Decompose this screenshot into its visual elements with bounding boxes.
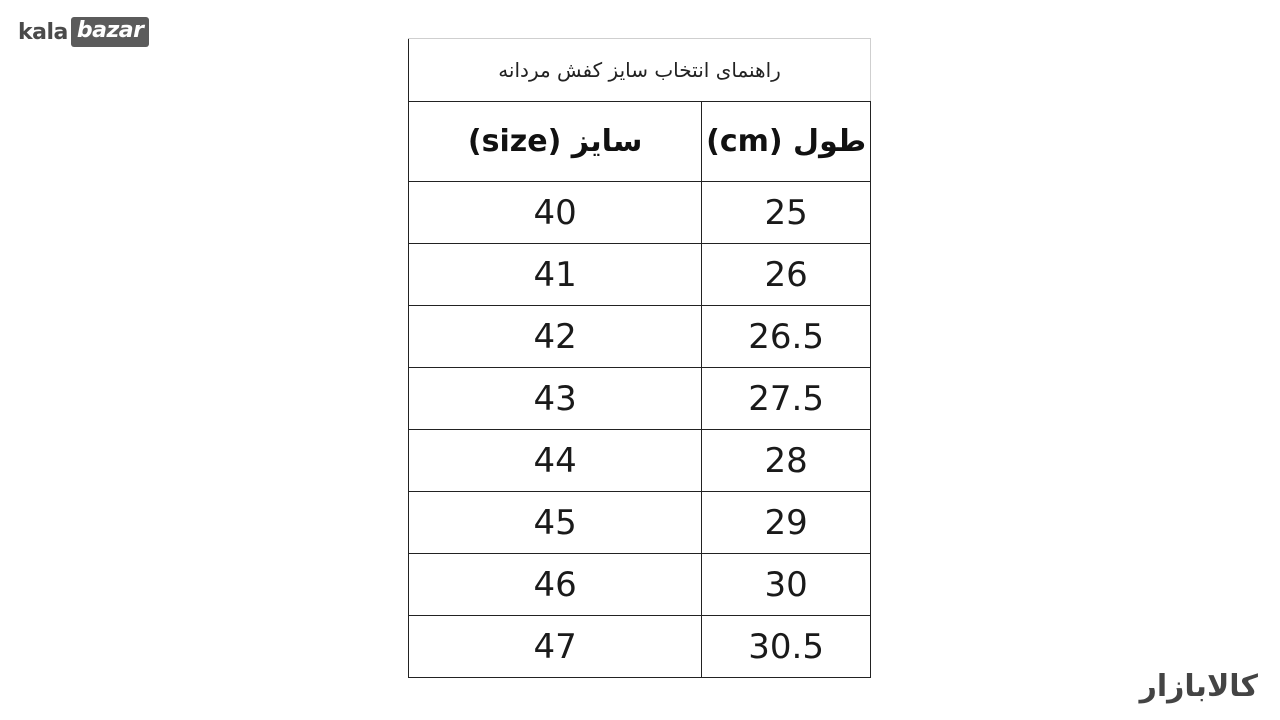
header-length: طول (cm) bbox=[702, 102, 871, 182]
header-size: سایز (size) bbox=[409, 102, 702, 182]
table-header-row bbox=[409, 102, 871, 182]
brand-logo-part2: bazar bbox=[71, 17, 150, 47]
length-cell: 27.5 bbox=[702, 368, 871, 430]
size-cell: 47 bbox=[409, 616, 702, 678]
table-row bbox=[409, 616, 871, 678]
size-cell: 42 bbox=[409, 306, 702, 368]
shoe-size-table bbox=[408, 38, 871, 678]
size-cell: 43 bbox=[409, 368, 702, 430]
size-cell: 45 bbox=[409, 492, 702, 554]
table-row bbox=[409, 244, 871, 306]
brand-logo-part1: kala bbox=[18, 19, 68, 45]
table-row bbox=[409, 368, 871, 430]
length-cell: 29 bbox=[702, 492, 871, 554]
table-row bbox=[409, 554, 871, 616]
length-cell: 30 bbox=[702, 554, 871, 616]
table-row bbox=[409, 430, 871, 492]
length-cell: 26.5 bbox=[702, 306, 871, 368]
length-cell: 28 bbox=[702, 430, 871, 492]
length-cell: 25 bbox=[702, 182, 871, 244]
table-title: راهنمای انتخاب سایز کفش مردانه bbox=[409, 39, 871, 102]
table-row bbox=[409, 306, 871, 368]
table-title-row bbox=[409, 39, 871, 102]
size-cell: 40 bbox=[409, 182, 702, 244]
size-cell: 46 bbox=[409, 554, 702, 616]
table-row bbox=[409, 182, 871, 244]
size-cell: 44 bbox=[409, 430, 702, 492]
length-cell: 26 bbox=[702, 244, 871, 306]
table-row bbox=[409, 492, 871, 554]
length-cell: 30.5 bbox=[702, 616, 871, 678]
brand-logo-persian: کالابازار bbox=[1139, 669, 1258, 704]
brand-logo bbox=[18, 17, 149, 47]
size-cell: 41 bbox=[409, 244, 702, 306]
